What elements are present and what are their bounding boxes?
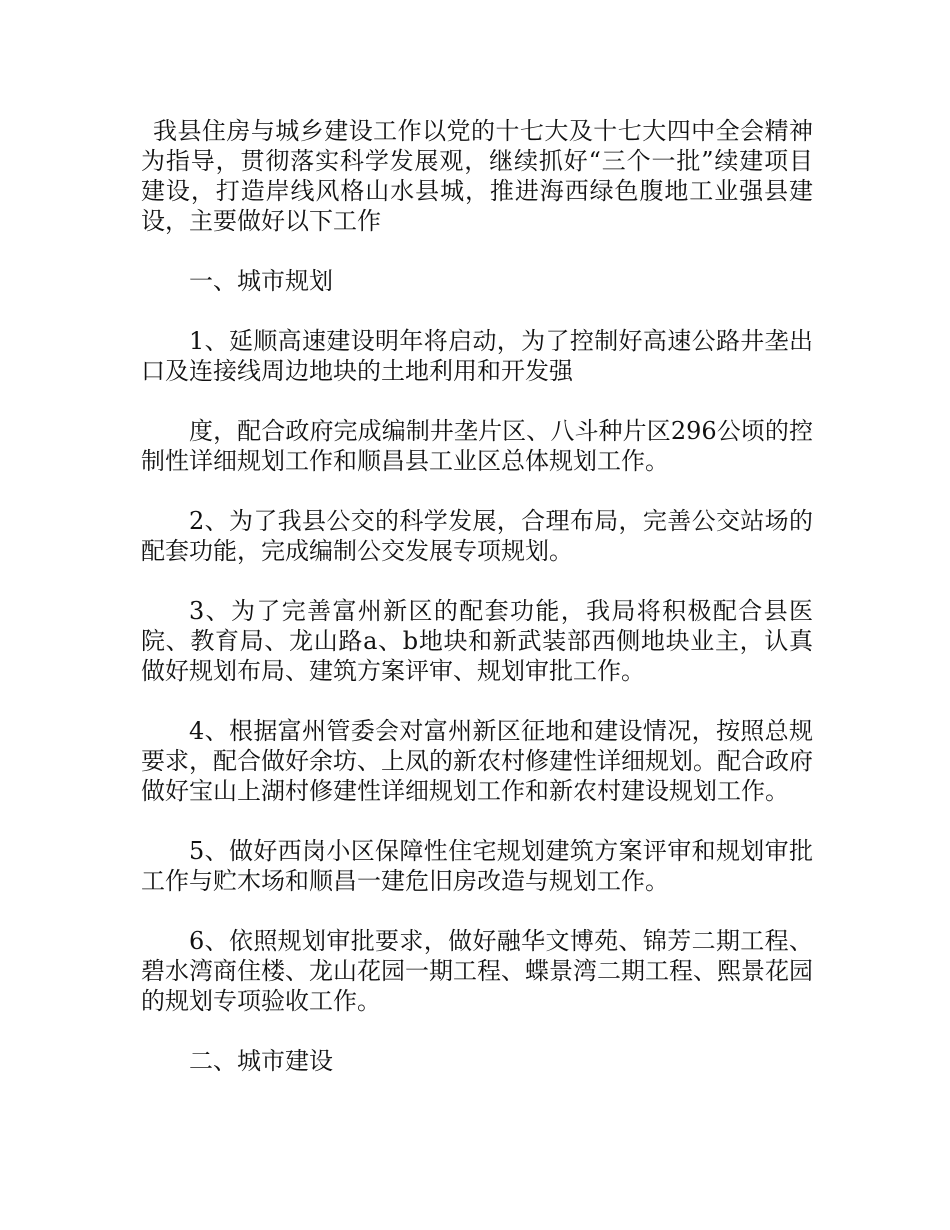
paragraph-item-2: 2、为了我县公交的科学发展，合理布局，完善公交站场的配套功能，完成编制公交发展专项规划。	[141, 507, 813, 565]
paragraph-item-1: 1、延顺高速建设明年将启动，为了控制好高速公路井垄出口及连接线周边地块的土地利用和开发强	[141, 327, 813, 385]
paragraph-item-1-continued: 度，配合政府完成编制井垄片区、八斗种片区296公顷的控制性详细规划工作和顺昌县工业区总体规划工作。	[141, 417, 813, 475]
section-heading-urban-planning: 一、城市规划	[189, 267, 333, 295]
paragraph-item-5: 5、做好西岗小区保障性住宅规划建筑方案评审和规划审批工作与贮木场和顺昌一建危旧房改造与规划工作。	[141, 837, 813, 895]
paragraph-item-6: 6、依照规划审批要求，做好融华文博苑、锦芳二期工程、碧水湾商住楼、龙山花园一期工程、蝶景湾二期工程、熙景花园的规划专项验收工作。	[141, 927, 813, 1015]
intro-paragraph: 我县住房与城乡建设工作以党的十七大及十七大四中全会精神为指导，贯彻落实科学发展观，继续抓好“三个一批”续建项目建设，打造岸线风格山水县城，推进海西绿色腹地工业强县建设，主要做好以下工作	[141, 117, 813, 235]
paragraph-item-4: 4、根据富州管委会对富州新区征地和建设情况，按照总规要求，配合做好余坊、上凤的新农村修建性详细规划。配合政府做好宝山上湖村修建性详细规划工作和新农村建设规划工作。	[141, 717, 813, 805]
section-heading-urban-construction: 二、城市建设	[189, 1047, 333, 1075]
paragraph-item-3: 3、为了完善富州新区的配套功能，我局将积极配合县医院、教育局、龙山路a、b地块和新武装部西侧地块业主，认真做好规划布局、建筑方案评审、规划审批工作。	[141, 597, 813, 685]
document-body	[141, 116, 813, 1106]
